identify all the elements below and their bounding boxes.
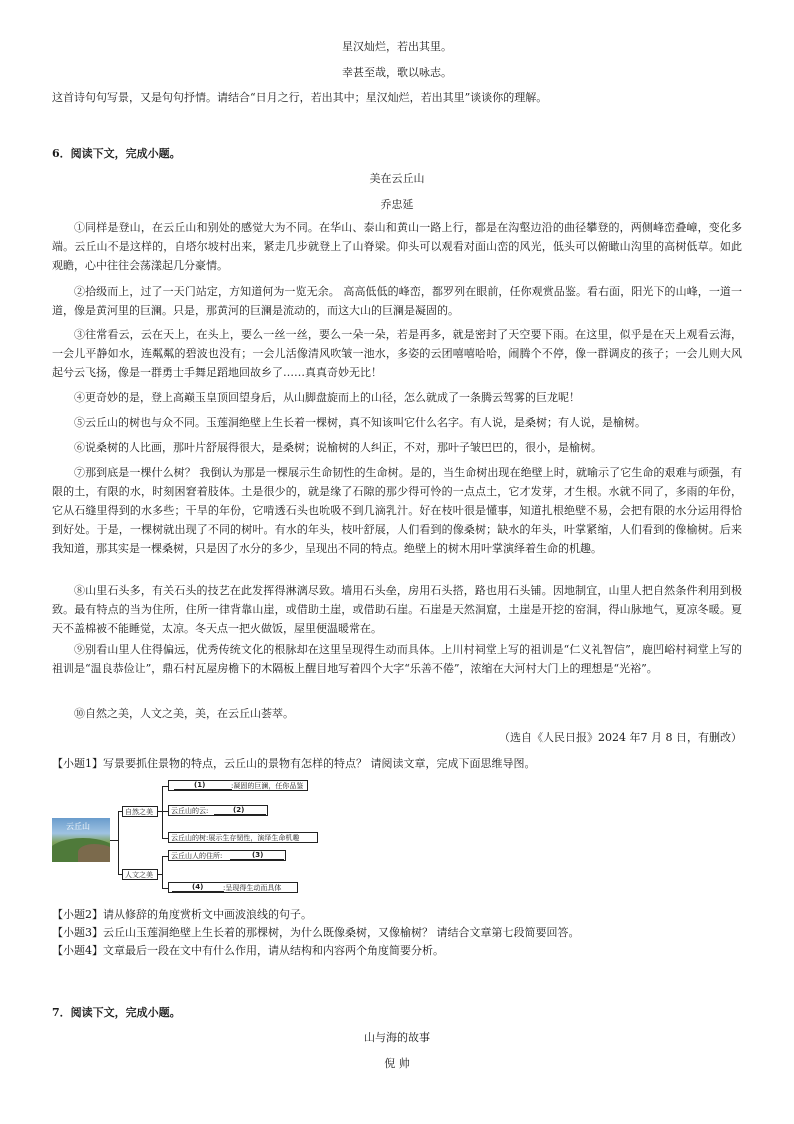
answer-blank-1: (1) xyxy=(194,781,206,789)
article-title: 美在云丘山 xyxy=(369,172,425,185)
connector xyxy=(162,786,163,838)
article-author-2: 倪 帅 xyxy=(384,1057,410,1070)
leaf-tree: 云丘山的树:展示生存韧性，演绎生命机趣 xyxy=(168,832,318,843)
question-7-heading: 7．阅读下文，完成小题。 xyxy=(52,1006,181,1019)
paragraph-7: ⑦那到底是一棵什么树？ 我倒认为那是一棵展示生命韧性的生命树。是的，当生命树出现在绝壁上时，就喻示了它生命的艰难与顽强，有限的土，有限的水，时刻困窘着肢体。土是很少的，就是缘了石隙的那少得可怜的一点点土，它才发芽，才生根。水就不同了，多雨的年份，它从石缝里得到的水多些；干旱的年份，它啃透石头也吮吸不到几滴乳汁。好在枝叶很是懂事，知道扎根绝壁不易，会把有限的水分运用得恰到好处。于是，一棵树就出现了不同的树叶。有水的年头，枝叶舒展，人们看到的像桑树；缺水的年头，叶掌紧缩，人们看到的像榆树。后来我知道，那其实是一棵桑树，只是因了水分的多少，呈现出不同的特点。绝壁上的树木用叶掌演绎着生命的机趣。 xyxy=(52,466,742,555)
branch-natural-beauty: 自然之美 xyxy=(122,806,158,817)
connector xyxy=(162,856,163,888)
answer-blank-4: (4) xyxy=(192,883,204,891)
paragraph-8: ⑧山里石头多，有关石头的技艺在此发挥得淋漓尽致。墙用石头垒，房用石头搭，路也用石头铺。因地制宜，山里人把自然条件利用到极致。最有特点的当为住所，住所一律背靠山崖，或借助土崖，或借助石崖。石崖是天然洞窟，土崖是开挖的窑洞，得山脉地气，夏凉冬暖。夏天不盖棉被不能睡觉，太凉。冬天点一把火做饭，屋里便温暖常在。 xyxy=(52,584,742,635)
paragraph-3: ③往常看云，云在天上，在头上，要么一丝一丝，要么一朵一朵，若是再多，就是密封了天空要下雨。在这里，似乎是在天上观看云海，一会儿平静如水，连粼粼的碧波也没有；一会儿活像清风吹皱一池水，多姿的云团嘻嘻哈哈，闹腾个不停，像一群调皮的孩子；一会儿则大风起兮云飞扬，像是一群勇士手舞足蹈地回故乡了……真真奇妙无比！ xyxy=(52,328,742,379)
paragraph-5: ⑤云丘山的树也与众不同。玉莲洞绝壁上生长着一棵树，真不知该叫它什么名字。有人说，是桑树；有人说，是榆树。 xyxy=(74,416,646,429)
article-title-2: 山与海的故事 xyxy=(364,1031,430,1044)
leaf-clouds-text: 云丘山的云: xyxy=(171,807,209,815)
paragraph-2: ②拾级而上，过了一天门站定，方知道何为一览无余。 高高低低的峰峦，都罗列在眼前，任你观赏品鉴。看右面，阳光下的山峰，一道一道，像是黄河里的巨澜。只是，那黄河的巨澜是流动的，而这大山的巨澜是凝固的。 xyxy=(52,285,742,317)
connector xyxy=(110,840,118,841)
poem-question: 这首诗句句写景，又是句句抒情。请结合“日月之行，若出其中；星汉灿烂，若出其里”谈谈你的理解。 xyxy=(52,91,548,104)
branch-cultural-beauty: 人文之美 xyxy=(122,869,158,880)
photo-ridge-rock xyxy=(78,844,110,862)
mind-map xyxy=(52,778,342,898)
article-source: （选自《人民日报》2024 年7 月 8 日，有删改） xyxy=(499,731,742,744)
subquestion-4: 【小题4】文章最后一段在文中有什么作用，请从结构和内容两个角度简要分析。 xyxy=(52,944,444,957)
subquestion-2: 【小题2】请从修辞的角度赏析文中画波浪线的句子。 xyxy=(52,908,312,921)
poem-line-2: 幸甚至哉，歌以咏志。 xyxy=(342,66,452,79)
paragraph-9: ⑨别看山里人住得偏远，优秀传统文化的根脉却在这里呈现得生动而具体。上川村祠堂上写的祖训是“仁义礼智信”，鹿凹峪村祠堂上写的祖训是“温良恭俭让”，鼎石村瓦屋房檐下的木隔板上醒目地写着四个大字“乐善不倦”，浓缩在大河村大门上的理想是“光裕”。 xyxy=(52,643,742,675)
leaf-dwellings-text: 云丘山人的住所: xyxy=(171,852,223,860)
subquestion-1: 【小题1】写景要抓住景物的特点，云丘山的景物有怎样的特点？ 请阅读文章，完成下面思维导图。 xyxy=(52,757,536,770)
poem-line-1: 星汉灿烂，若出其里。 xyxy=(342,40,452,53)
paragraph-6: ⑥说桑树的人比画，那叶片舒展得很大，是桑树；说榆树的人纠正，不对，那叶子皱巴巴的，很小，是榆树。 xyxy=(74,441,602,454)
answer-blank-2: (2) xyxy=(233,806,245,814)
leaf-culture-text: :呈现得生动而具体 xyxy=(223,884,282,892)
yunqiu-mountain-photo xyxy=(52,818,110,862)
answer-blank-3: (3) xyxy=(252,851,264,859)
connector xyxy=(118,811,119,874)
subquestion-3: 【小题3】云丘山玉莲洞绝壁上生长着的那棵树，为什么既像桑树，又像榆树？ 请结合文章第七段简要回答。 xyxy=(52,926,580,939)
leaf-mountains-text: :凝固的巨澜，任你品鉴 xyxy=(231,782,304,790)
paragraph-1: ①同样是登山，在云丘山和别处的感觉大为不同。在华山、泰山和黄山一路上行，都是在沟壑边沿的曲径攀登的，两侧峰峦叠嶂，变化多端。云丘山不是这样的，自塔尔坡村出来，紧走几步就登上了山脊梁。仰头可以观看对面山峦的风光，低头可以俯瞰山沟里的高树低草。如此观瞻，心中往往会荡漾起几分豪情。 xyxy=(52,221,742,272)
question-6-heading: 6．阅读下文，完成小题。 xyxy=(52,147,181,160)
photo-root-label: 云丘山 xyxy=(66,822,90,831)
paragraph-10: ⑩自然之美，人文之美，美，在云丘山荟萃。 xyxy=(74,707,294,720)
paragraph-4: ④更奇妙的是，登上高巅玉皇顶回望身后，从山脚盘旋而上的山径，怎么就成了一条腾云驾雾的巨龙呢！ xyxy=(74,391,580,404)
article-author: 乔忠延 xyxy=(380,198,414,211)
